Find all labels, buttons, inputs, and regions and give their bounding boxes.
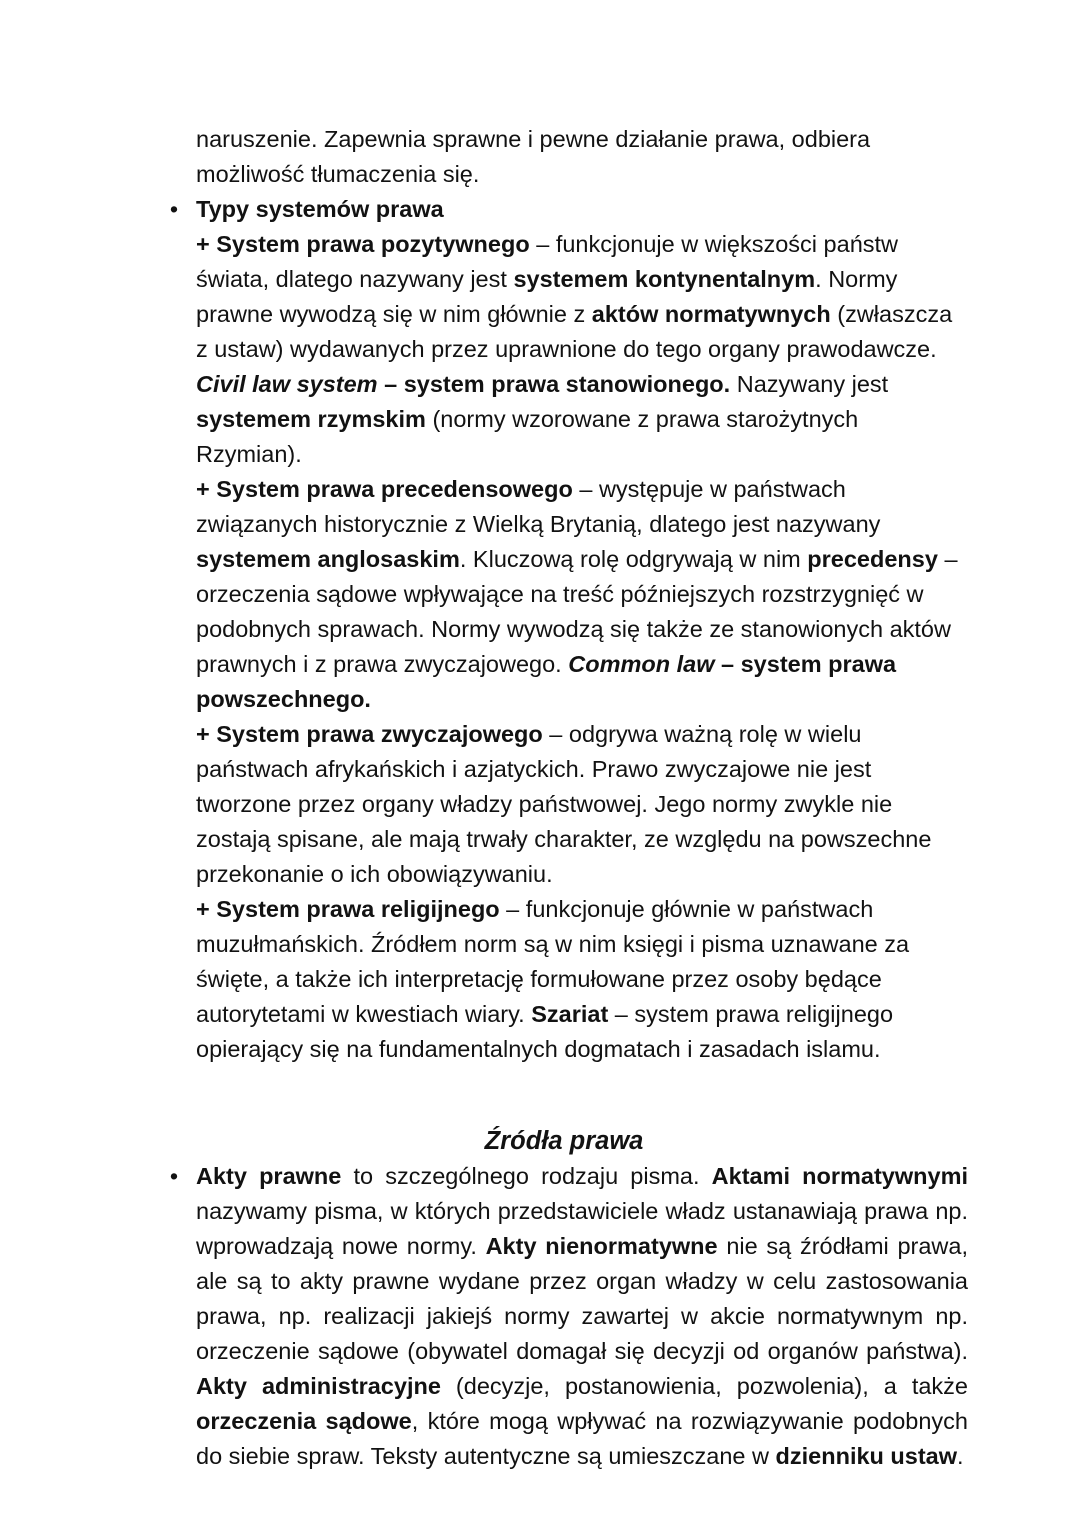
text-run: (zwłaszcza z ustaw) wydawanych przez uprawnione do tego organy prawodawcze.	[196, 301, 953, 362]
paragraph-akty-prawne	[196, 1159, 968, 1474]
text-run: – system prawa religijnego opierający się na fundamentalnych dogmatach i zasadach islamu.	[196, 1001, 894, 1062]
text-run: (normy wzorowane z prawa starożytnych Rzymian).	[196, 406, 859, 467]
paragraph-system-zwyczajowego	[196, 717, 968, 892]
dash-separator: –	[529, 231, 556, 257]
lead-paragraph: naruszenie. Zapewnia sprawne i pewne działanie prawa, odbiera możliwość tłumaczenia się.	[196, 126, 871, 187]
text-run: Nazywany jest	[730, 371, 889, 397]
term-dziennik-ustaw: dzienniku ustaw	[775, 1443, 958, 1469]
dash-separator: –	[542, 721, 569, 747]
bullet-icon: •	[169, 1163, 179, 1189]
text-run: nie są źródłami prawa, ale są to akty prawne wydane przez organ władzy w celu zastosowania prawa, np. realizacji jakiejś normy zawartej w akcie normatywnym np. orzeczenie sądowe (obywatel domagał się decyzji od organów państwa).	[196, 1233, 968, 1364]
dash-separator: –	[572, 476, 599, 502]
bullet-list-systems	[160, 192, 968, 1067]
term-szariat: Szariat	[531, 1001, 609, 1027]
term-systemem-kontynentalnym: systemem kontynentalnym	[513, 266, 816, 292]
paragraph-spacer-half	[160, 1102, 968, 1124]
paragraph-system-religijnego	[196, 892, 968, 1067]
text-run: , które mogą wpływać na rozwiązywanie podobnych do siebie spraw. Teksty autentyczne są umieszczane w	[196, 1408, 969, 1469]
term-akty-prawne: Akty prawne	[196, 1163, 342, 1189]
paragraph-system-pozytywnego	[196, 227, 968, 472]
label-system-zwyczajowego: + System prawa zwyczajowego	[196, 721, 543, 747]
list-item	[169, 192, 968, 1067]
text-run: – orzeczenia sądowe wpływające na treść późniejszych rozstrzygnięć w podobnych sprawach. Normy wywodzą się także ze stanowionych aktów prawnych i z prawa zwyczajowego.	[196, 546, 958, 677]
term-common-law: Common law	[568, 651, 715, 677]
term-akty-administracyjne: Akty administracyjne	[196, 1373, 441, 1399]
bullet-list-sources	[160, 1159, 968, 1474]
text-run: to szczególnego rodzaju pisma.	[341, 1163, 712, 1189]
term-civil-law-system: Civil law system	[196, 371, 378, 397]
text-run: (decyzje, postanowienia, pozwolenia), a także	[440, 1373, 968, 1399]
term-akty-nienormatywne: Akty nienormatywne	[485, 1233, 718, 1259]
label-system-religijnego: + System prawa religijnego	[196, 896, 500, 922]
term-systemem-rzymskim: systemem rzymskim	[196, 406, 426, 432]
label-system-precedensowego: + System prawa precedensowego	[196, 476, 573, 502]
bullet-heading-line	[196, 192, 968, 227]
list-item	[169, 1159, 969, 1474]
text-run: funkcjonuje w większości państw świata, dlatego nazywany jest	[196, 231, 899, 292]
term-system-prawa-stanowionego: – system prawa stanowionego.	[377, 371, 731, 397]
bullet-icon: •	[169, 196, 179, 222]
term-precedensy: precedensy	[807, 546, 938, 572]
dash-separator: –	[499, 896, 526, 922]
term-aktow-normatywnych: aktów normatywnych	[591, 301, 831, 327]
page-title: Źródła prawa	[484, 1127, 644, 1155]
paragraph-system-precedensowego	[196, 472, 968, 717]
label-system-pozytywnego: + System prawa pozytywnego	[196, 231, 530, 257]
term-orzeczenia-sadowe: orzeczenia sądowe	[196, 1408, 412, 1434]
term-systemem-anglosaskim: systemem anglosaskim	[196, 546, 460, 572]
paragraph-spacer	[160, 1067, 968, 1102]
text-run: nazywamy pisma, w których przedstawiciele władz ustanawiają prawa np. wprowadzają nowe normy.	[196, 1198, 968, 1259]
text-run: .	[957, 1443, 964, 1469]
text-run: występuje w państwach związanych historycznie z Wielką Brytanią, dlatego jest nazywany	[196, 476, 881, 537]
bullet-label-typy-systemow: Typy systemów prawa	[196, 196, 444, 222]
text-run: odgrywa ważną rolę w wielu państwach afrykańskich i azjatyckich. Prawo zwyczajowe nie jest tworzone przez organy władzy państwowej. Jego normy zwykle nie zostają spisane, ale mają trwały charakter, ze względu na powszechne przekonanie o ich obowiązywaniu.	[196, 721, 932, 887]
term-aktami-normatywnymi: Aktami normatywnymi	[711, 1163, 968, 1189]
text-run: funkcjonuje głównie w państwach muzułmańskich. Źródłem norm są w nim księgi i pisma uznawane za święte, a także ich interpretację formułowane przez osoby będące autorytetami w kwestiach wiary.	[196, 896, 910, 1027]
text-run: . Kluczową rolę odgrywają w nim	[459, 546, 808, 572]
term-system-prawa-powszechnego: – system prawa powszechnego.	[196, 651, 897, 712]
text-run: . Normy prawne wywodzą się w nim głównie z	[196, 266, 898, 327]
